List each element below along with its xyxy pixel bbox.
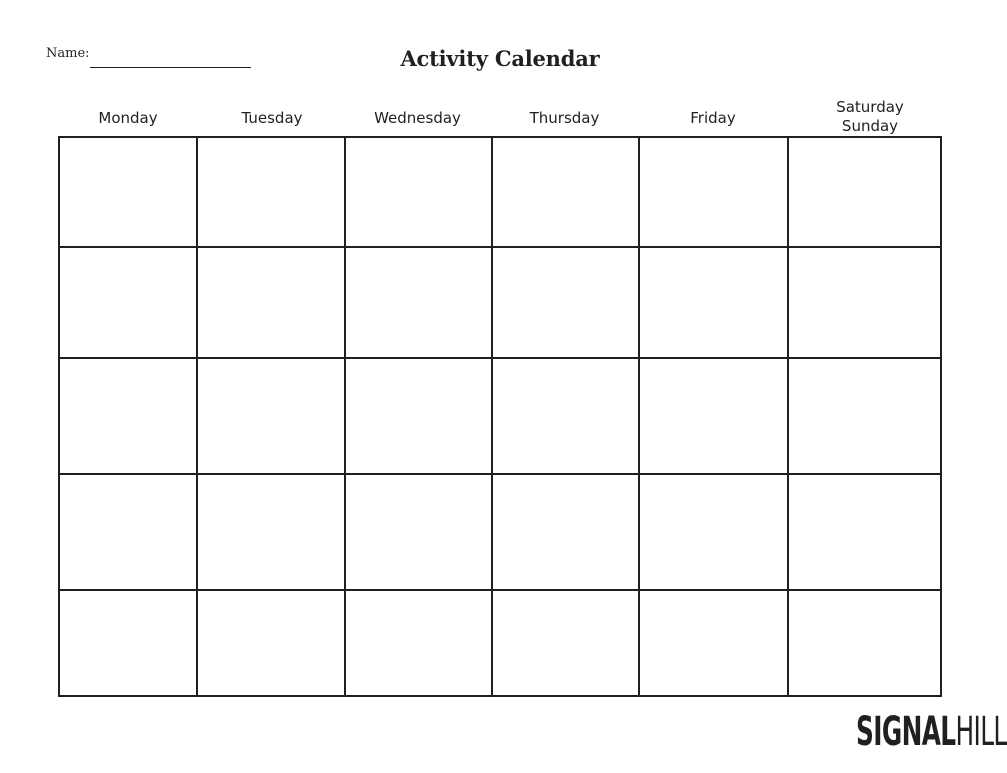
day-label-sunday: Sunday (841, 117, 899, 135)
day-header-wednesday (344, 96, 491, 136)
name-label: Name: (46, 46, 90, 61)
calendar-cell (640, 248, 789, 359)
calendar-cell (198, 138, 346, 248)
calendar-cell (493, 475, 640, 591)
day-label: Tuesday (241, 109, 303, 127)
calendar-cell (640, 591, 789, 695)
calendar-cell (346, 359, 493, 475)
calendar-cell (60, 475, 198, 591)
calendar-cell (346, 138, 493, 248)
calendar-cell (789, 359, 940, 475)
calendar-cell (640, 475, 789, 591)
day-header-tuesday (198, 96, 346, 136)
day-header-friday (638, 96, 788, 136)
day-label: Wednesday (374, 109, 461, 127)
calendar-grid (58, 136, 942, 697)
calendar-cell (640, 359, 789, 475)
calendar-cell (198, 359, 346, 475)
calendar-cell (493, 248, 640, 359)
day-label: Friday (690, 109, 736, 127)
calendar-cell (640, 138, 789, 248)
calendar-cell (60, 591, 198, 695)
logo-text-hill: HILL (955, 709, 1007, 755)
day-header-weekend (788, 96, 952, 136)
calendar-cell (60, 359, 198, 475)
day-label: Thursday (529, 109, 600, 127)
page-title: Activity Calendar (400, 46, 600, 71)
calendar-cell (789, 248, 940, 359)
calendar-cell (198, 591, 346, 695)
calendar-cell (198, 248, 346, 359)
calendar-cell (789, 475, 940, 591)
calendar-cell (346, 475, 493, 591)
day-label: Monday (98, 109, 158, 127)
day-header-thursday (491, 96, 638, 136)
calendar-cell (789, 591, 940, 695)
calendar-cell (198, 475, 346, 591)
calendar-cell (493, 359, 640, 475)
calendar-cell (789, 138, 940, 248)
calendar-cell (493, 591, 640, 695)
calendar-cell (493, 138, 640, 248)
signal-hill-logo (856, 708, 1007, 755)
day-label-saturday: Saturday (836, 98, 904, 116)
day-header-monday (58, 96, 198, 136)
logo-text-signal: SIGNAL (856, 709, 956, 755)
calendar-cell (60, 138, 198, 248)
calendar-cell (60, 248, 198, 359)
calendar-cell (346, 591, 493, 695)
calendar-cell (346, 248, 493, 359)
